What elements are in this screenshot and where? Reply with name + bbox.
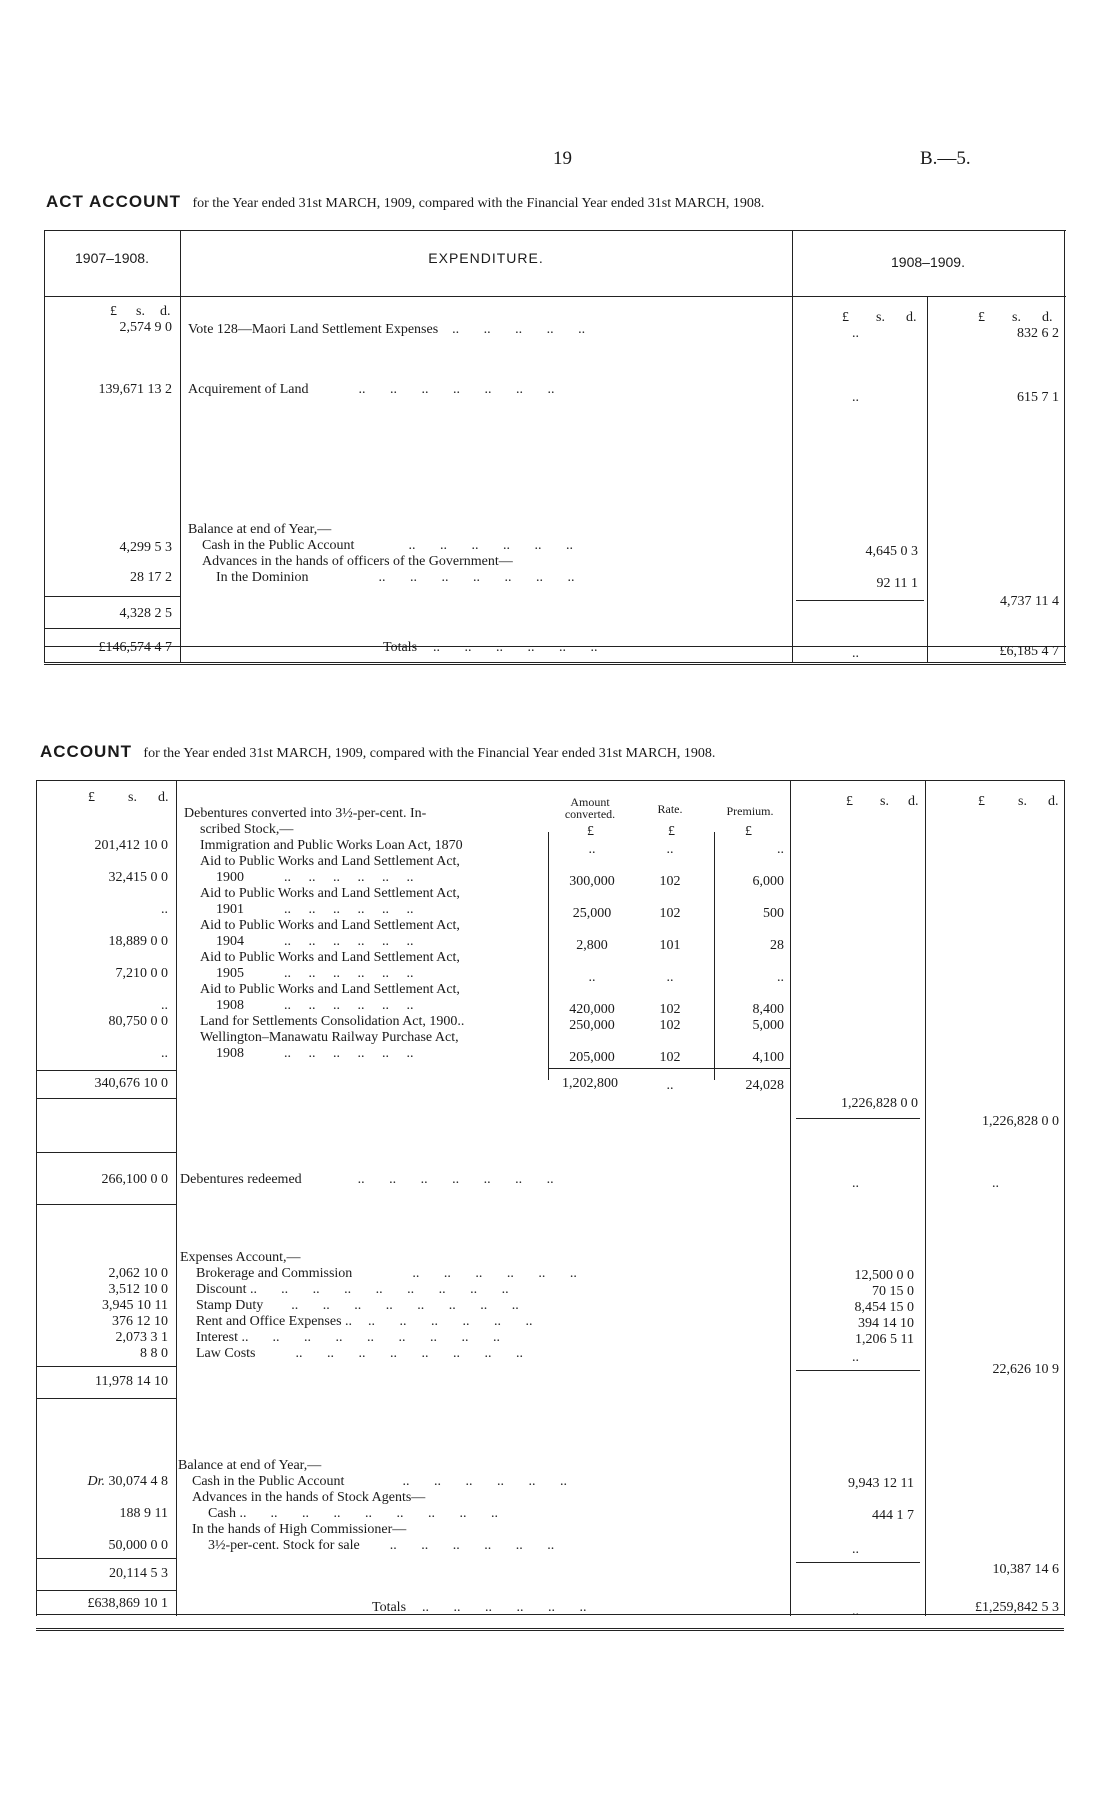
table-row-label: Aid to Public Works and Land Settlement Act,	[200, 918, 460, 933]
redeemed-prev: 266,100 0 0	[101, 1172, 168, 1187]
account2-title: ACCOUNT for the Year ended 31st MARCH, 1909, compared with the Financial Year ended 31st MARCH, 1908.	[40, 742, 716, 761]
table-row-col1: 70 15 0	[872, 1284, 914, 1299]
agents-cash-prev: 188 9 11	[119, 1506, 168, 1521]
acq-prev: 139,671 13 2	[98, 382, 172, 397]
table-row-label: Wellington–Manawatu Railway Purchase Act,	[200, 1030, 459, 1045]
agents-cash-label: Cash .. .. .. .. .. .. .. .. ..	[208, 1506, 498, 1521]
head-curr-year: 1908–1909.	[891, 254, 965, 270]
table-row-label: Law Costs .. .. .. .. .. .. .. ..	[196, 1346, 523, 1361]
table-row-rate: 102	[659, 1002, 681, 1017]
stock-sale-col1: ..	[852, 1542, 859, 1557]
table-row-col1: 8,454 15 0	[854, 1300, 914, 1315]
table-row-label-cont: 1901 .. .. .. .. .. ..	[216, 902, 414, 917]
exp-total-col2: 22,626 10 9	[992, 1362, 1059, 1377]
subhead-pound: £	[587, 824, 594, 839]
table-row-premium: 500	[763, 906, 784, 921]
bal-total-col2: 10,387 14 6	[992, 1562, 1059, 1577]
table-row-label: Discount .. .. .. .. .. .. .. .. ..	[196, 1282, 509, 1297]
subtotal-prev: 4,328 2 5	[119, 606, 172, 621]
table-row-rate: 102	[659, 1050, 681, 1065]
unit-d: d.	[160, 304, 171, 319]
table-row-prev: 18,889 0 0	[108, 934, 168, 949]
unit-d: d.	[158, 790, 169, 805]
page-number: 19	[553, 148, 572, 169]
table-row-prev: 201,412 10 0	[94, 838, 168, 853]
deb-total-col1: 1,226,828 0 0	[841, 1096, 918, 1111]
vote-prev: 2,574 9 0	[119, 320, 172, 335]
debentures-head-cont: scribed Stock,—	[200, 822, 294, 837]
table-row-col1: 12,500 0 0	[854, 1268, 914, 1283]
dominion-label: In the Dominion .. .. .. .. .. .. ..	[216, 570, 575, 585]
debentures-head: Debentures converted into 3½-per-cent. In-	[184, 806, 427, 821]
table-row-label-cont: 1908 .. .. .. .. .. ..	[216, 998, 414, 1013]
table-row-prev: 32,415 0 0	[108, 870, 168, 885]
unit-l: £	[978, 310, 985, 325]
unit-d: d.	[1048, 794, 1059, 809]
table-row-prev: 8 8 0	[140, 1346, 168, 1361]
unit-d: d.	[908, 794, 919, 809]
unit-s: s.	[136, 304, 145, 319]
table-row-premium: ..	[777, 970, 784, 985]
table-row-amount: 420,000	[569, 1002, 615, 1017]
table-row-label: Land for Settlements Consolidation Act, 1900..	[200, 1014, 465, 1029]
cash-prev: 4,299 5 3	[119, 540, 172, 555]
totals-prev: £638,869 10 1	[87, 1596, 168, 1611]
stock-sale-label: 3½-per-cent. Stock for sale .. .. .. .. .. ..	[208, 1538, 555, 1553]
vote-label: Vote 128—Maori Land Settlement Expenses .. .. .. .. ..	[188, 322, 586, 337]
table-row-label: Rent and Office Expenses .. .. .. .. .. .. ..	[196, 1314, 533, 1329]
totals-col1: ..	[852, 646, 859, 661]
table-row-label: Brokerage and Commission .. .. .. .. .. ..	[196, 1266, 577, 1281]
unit-s: s.	[1012, 310, 1021, 325]
account1-title: ACT ACCOUNT for the Year ended 31st MARCH, 1909, compared with the Financial Year ended 31st MARCH, 1908.	[46, 192, 765, 211]
table-row-label: Interest .. .. .. .. .. .. .. .. ..	[196, 1330, 500, 1345]
subtotal-col2: 4,737 11 4	[1000, 594, 1059, 609]
table-row-label: Aid to Public Works and Land Settlement Act,	[200, 886, 460, 901]
dominion-prev: 28 17 2	[130, 570, 172, 585]
unit-s: s.	[1018, 794, 1027, 809]
table-row-prev: 376 12 10	[112, 1314, 168, 1329]
totals-col2: £6,185 4 7	[999, 644, 1059, 659]
table-row-label: Aid to Public Works and Land Settlement Act,	[200, 854, 460, 869]
agents-head: Advances in the hands of Stock Agents—	[192, 1490, 426, 1505]
advances-head: Advances in the hands of officers of the Government—	[202, 554, 513, 569]
hc-head: In the hands of High Commissioner—	[192, 1522, 407, 1537]
redeemed-col2: ..	[992, 1176, 999, 1191]
table-row-rate: 101	[659, 938, 681, 953]
table-row-col1: 1,206 5 11	[855, 1332, 914, 1347]
unit-d: d.	[1042, 310, 1053, 325]
table-row-premium: 4,100	[752, 1050, 784, 1065]
totals-col1: ..	[852, 1604, 859, 1619]
table-row-prev: 7,210 0 0	[115, 966, 168, 981]
table-row-rate: 102	[659, 874, 681, 889]
cash-label: Cash in the Public Account .. .. .. .. .. ..	[202, 538, 573, 553]
subhead-pound: £	[668, 824, 675, 839]
dominion-col1: 92 11 1	[876, 576, 918, 591]
table-row-rate: ..	[666, 842, 674, 857]
table-row-premium: ..	[777, 842, 784, 857]
deb-total-premium: 24,028	[745, 1078, 784, 1093]
redeemed-label: Debentures redeemed .. .. .. .. .. .. ..	[180, 1172, 554, 1187]
table-row-premium: 8,400	[752, 1002, 784, 1017]
table-row-label: Aid to Public Works and Land Settlement Act,	[200, 950, 460, 965]
totals-label: Totals .. .. .. .. .. ..	[383, 640, 598, 655]
cash-col1: 9,943 12 11	[848, 1476, 914, 1491]
table-row-label-cont: 1908 .. .. .. .. .. ..	[216, 1046, 414, 1061]
subhead-rate: Rate.	[657, 802, 683, 816]
table-row-rate: ..	[666, 970, 674, 985]
subhead-premium: Premium.	[726, 804, 774, 818]
balance-head: Balance at end of Year,—	[188, 522, 332, 537]
unit-l: £	[846, 794, 853, 809]
table-row-premium: 6,000	[752, 874, 784, 889]
deb-total-amount: 1,202,800	[562, 1076, 618, 1091]
table-row-amount: 2,800	[576, 938, 608, 953]
table-row-prev: 2,062 10 0	[108, 1266, 168, 1281]
cash-prev: Dr. 30,074 4 8	[87, 1474, 168, 1489]
acq-col2: 615 7 1	[1017, 390, 1059, 405]
deb-total-rate: ..	[666, 1078, 674, 1093]
table-row-col1: ..	[852, 1350, 859, 1365]
table-row-amount: 250,000	[569, 1018, 615, 1033]
table-row-amount: 205,000	[569, 1050, 615, 1065]
bal-total-prev: 20,114 5 3	[109, 1566, 168, 1581]
acq-label: Acquirement of Land .. .. .. .. .. .. ..	[188, 382, 555, 397]
totals-prev: £146,574 4 7	[98, 640, 172, 655]
table-row-amount: ..	[588, 842, 596, 857]
page-code: B.—5.	[920, 148, 971, 169]
deb-total-prev: 340,676 10 0	[94, 1076, 168, 1091]
table-row-prev: ..	[161, 998, 168, 1013]
table-row-label: Immigration and Public Works Loan Act, 1870	[200, 838, 463, 853]
unit-l: £	[842, 310, 849, 325]
table-row-label-cont: 1905 .. .. .. .. .. ..	[216, 966, 414, 981]
totals-col2: £1,259,842 5 3	[975, 1600, 1059, 1615]
redeemed-col1: ..	[852, 1176, 859, 1191]
table-row-amount: 300,000	[569, 874, 615, 889]
cash-label: Cash in the Public Account .. .. .. .. .. ..	[192, 1474, 567, 1489]
head-expenditure: EXPENDITURE.	[428, 250, 544, 266]
expenses-head: Expenses Account,—	[180, 1250, 301, 1265]
table-row-prev: 2,073 3 1	[115, 1330, 168, 1345]
cash-col1: 4,645 0 3	[865, 544, 918, 559]
table-row-premium: 5,000	[752, 1018, 784, 1033]
table-row-rate: 102	[659, 906, 681, 921]
unit-l: £	[978, 794, 985, 809]
table-row-amount: ..	[588, 970, 596, 985]
acq-col1: ..	[852, 390, 859, 405]
table-row-prev: 3,945 10 11	[102, 1298, 168, 1313]
balance-head: Balance at end of Year,—	[178, 1458, 322, 1473]
unit-l: £	[110, 304, 117, 319]
unit-s: s.	[880, 794, 889, 809]
subhead-pound: £	[745, 824, 752, 839]
head-prev-year: 1907–1908.	[75, 250, 149, 266]
table-row-prev: 3,512 10 0	[108, 1282, 168, 1297]
table-row-premium: 28	[770, 938, 784, 953]
vote-col2: 832 6 2	[1017, 326, 1059, 341]
table-row-rate: 102	[659, 1018, 681, 1033]
agents-cash-col1: 444 1 7	[872, 1508, 914, 1523]
table-row-col1: 394 14 10	[858, 1316, 914, 1331]
vote-col1: ..	[852, 326, 859, 341]
unit-d: d.	[906, 310, 917, 325]
table-row-amount: 25,000	[572, 906, 612, 921]
table-row-label-cont: 1900 .. .. .. .. .. ..	[216, 870, 414, 885]
totals-label: Totals .. .. .. .. .. ..	[372, 1600, 587, 1615]
subhead-amount: Amount converted.	[564, 795, 616, 821]
table-row-prev: ..	[161, 1046, 168, 1061]
table-row-label-cont: 1904 .. .. .. .. .. ..	[216, 934, 414, 949]
table-row-label: Stamp Duty .. .. .. .. .. .. .. ..	[196, 1298, 519, 1313]
table-row-label: Aid to Public Works and Land Settlement Act,	[200, 982, 460, 997]
deb-total-col2: 1,226,828 0 0	[982, 1114, 1059, 1129]
unit-s: s.	[128, 790, 137, 805]
stock-sale-prev: 50,000 0 0	[108, 1538, 168, 1553]
table-row-prev: 80,750 0 0	[108, 1014, 168, 1029]
unit-s: s.	[876, 310, 885, 325]
exp-total-prev: 11,978 14 10	[95, 1374, 168, 1389]
table-row-prev: ..	[161, 902, 168, 917]
unit-l: £	[88, 790, 95, 805]
